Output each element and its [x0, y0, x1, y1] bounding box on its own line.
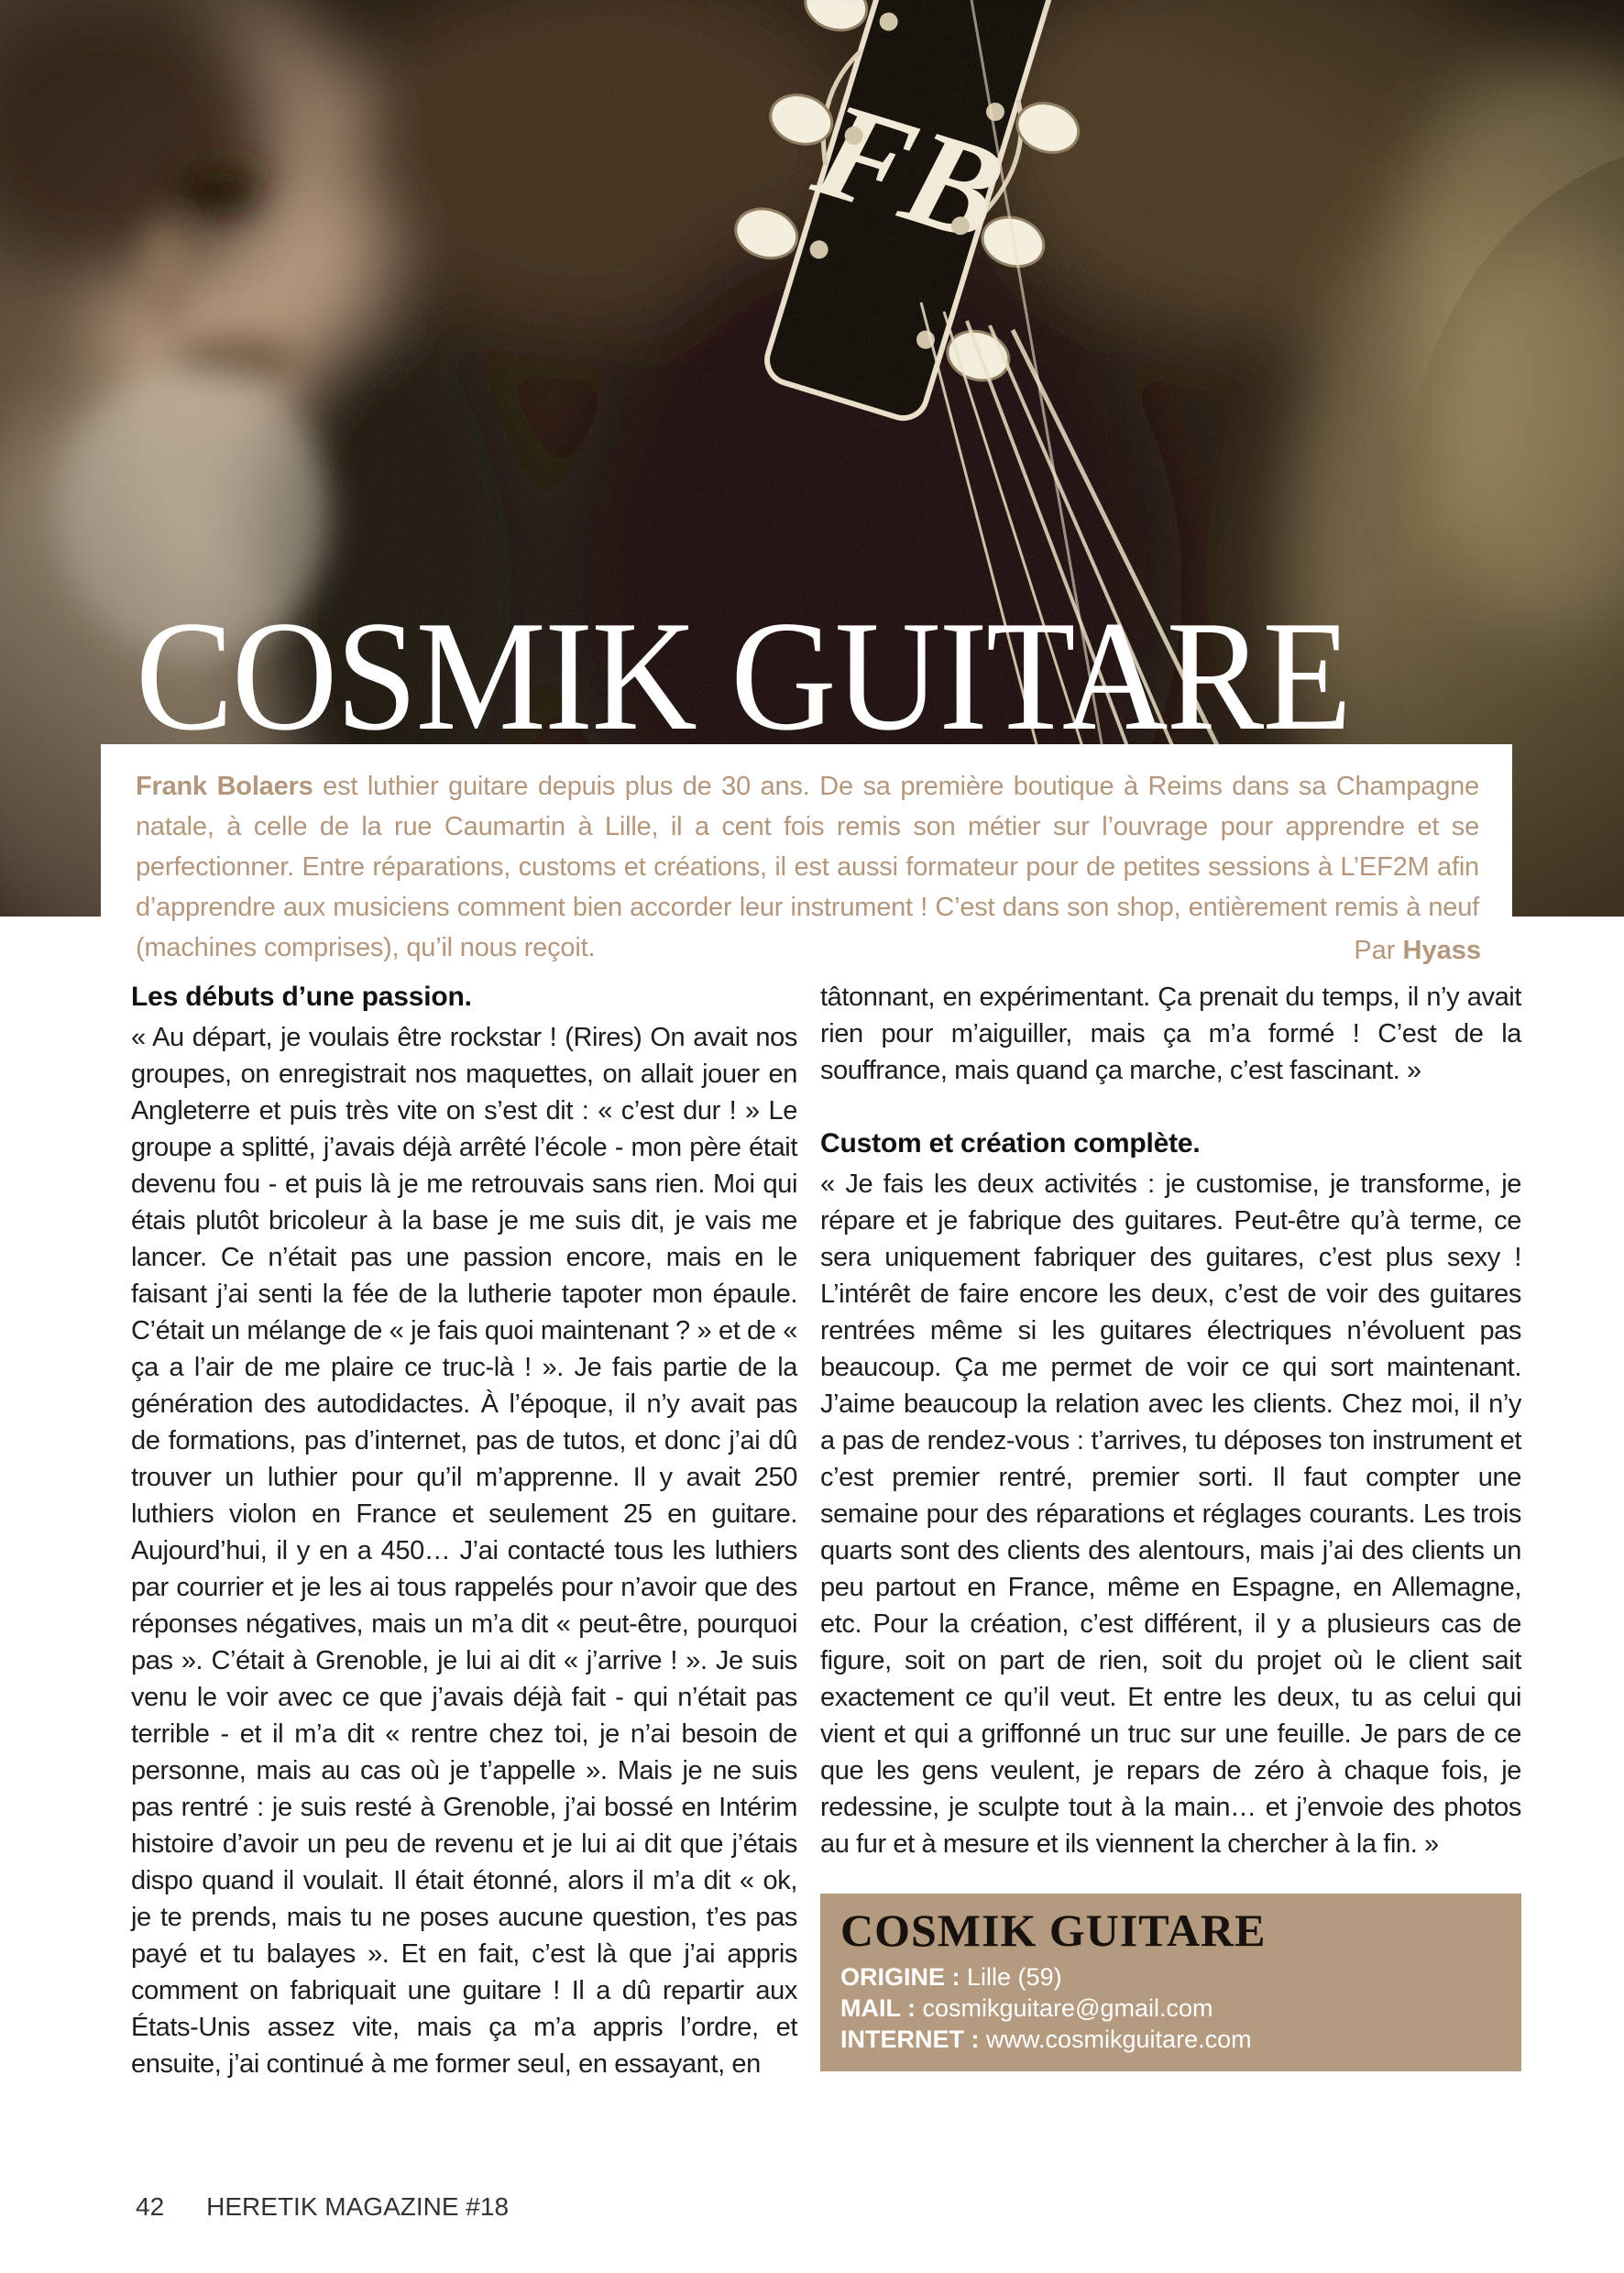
intro-author-name: Frank Bolaers [136, 772, 313, 801]
contact-row-internet [840, 2024, 1499, 2055]
contact-value-origine: Lille (59) [967, 1963, 1062, 1991]
contact-label-internet: INTERNET : [840, 2026, 980, 2053]
page-number: 42 [136, 2192, 165, 2221]
column-right [820, 979, 1521, 2071]
magazine-name: HERETIK MAGAZINE #18 [206, 2192, 510, 2221]
contact-row-mail [840, 1993, 1499, 2024]
contact-card [820, 1894, 1521, 2071]
intro-box [101, 744, 1512, 973]
contact-label-origine: ORIGINE : [840, 1963, 960, 1991]
contact-card-title: COSMIK GUITARE [840, 1905, 1267, 1956]
intro-paragraph [136, 766, 1479, 968]
column-left [131, 979, 797, 2082]
byline-author: Hyass [1402, 936, 1481, 965]
body-paragraph-right-1: tâtonnant, en expérimentant. Ça prenait du temps, il n’y avait rien pour m’aiguiller, mais ça m’a formé ! C’est de la souffrance, mais quand ça marche, c’est fascinant. » [820, 983, 1521, 1085]
body-paragraph-left: « Au départ, je voulais être rockstar ! (Rires) On avait nos groupes, on enregistrait nos maquettes, on allait jouer en Angleterre et puis très vite on s’est dit : « c’est dur ! » Le groupe a splitté, j’avais déjà arrêté l’école - mon père était devenu fou - et puis là je me retrouvais sans rien. Moi qui étais plutôt bricoleur à la base je me suis dit, je vais me lancer. Ce n’était pas une passion encore, mais en le faisant j’ai senti la fée de la lutherie tapoter mon épaule. C’était un mélange de « je fais quoi maintenant ? » et de « ça a l’air de me plaire ce truc-là ! ». Je fais partie de la génération des autodidactes. À l’époque, il n’y avait pas de formations, pas d’internet, pas de tutos, et donc j’ai dû trouver un luthier pour qu’il m’apprenne. Il y avait 250 luthiers violon en France et seulement 25 en guitare. Aujourd’hui, il y en a 450… J’ai contacté tous les luthiers par courrier et je les ai tous rappelés pour n’avoir que des réponses négatives, mais un m’a dit « peut-être, pourquoi pas ». C’était à Grenoble, je lui ai dit « j’arrive ! ». Je suis venu le voir avec ce que j’avais déjà fait - qui n’était pas terrible - et il m’a dit « rentre chez toi, je n’ai besoin de personne, mais au cas où je t’appelle ». Mais je ne suis pas rentré : je suis resté à Grenoble, j’ai bossé en Intérim histoire d’avoir un peu de revenu et je lui ai dit que j’étais dispo quand il voulait. Il était étonné, alors il m’a dit « ok, je te prends, mais tu ne poses aucune question, t’es pas payé et tu balayes ». Et en fait, c’est là que j’ai appris comment on fabriquait une guitare ! Il a dû repartir aux États-Unis assez vite, mais ça m’a appris l’ordre, et ensuite, j’ai continué à me former seul, en essayant, en [131, 1023, 797, 2079]
intro-text: est luthier guitare depuis plus de 30 ans. De sa première boutique à Reims dans sa Champagne natale, à celle de la rue Caumartin à Lille, il a cent fois remis son métier sur l’ouvrage pour apprendre et se perfectionner. Entre réparations, customs et créations, il est aussi formateur pour de petites sessions à L’EF2M afin d’apprendre aux musiciens comment bien accorder leur instrument ! C’est dans son shop, entièrement remis à neuf (machines comprises), qu’il nous reçoit. [136, 772, 1479, 962]
page-footer [136, 2192, 509, 2222]
contact-value-mail: cosmikguitare@gmail.com [922, 1994, 1213, 2022]
byline-prefix: Par [1354, 936, 1396, 965]
contact-row-origine [840, 1961, 1499, 1993]
body-paragraph-right-2: « Je fais les deux activités : je customise, je transforme, je répare et je fabrique des guitares. Peut-être qu’à terme, ce sera uniquement fabriquer des guitares, c’est plus sexy ! L’intérêt de faire encore les deux, c’est de voir des guitares rentrées même si les guitares électriques n’évoluent pas beaucoup. Ça me permet de voir ce qui sort maintenant. J’aime beaucoup la relation avec les clients. Chez moi, il n’y a pas de rendez-vous : t’arrives, tu déposes ton instrument et c’est premier rentré, premier sorti. Il faut compter une semaine pour des réparations et réglages courants. Les trois quarts sont des clients des alentours, mais j’ai des clients un peu partout en France, même en Espagne, en Allemagne, etc. Pour la création, c’est différent, il y a plusieurs cas de figure, soit on part de rien, soit du projet où le client sait exactement ce qu’il veut. Et entre les deux, tu as celui qui vient et qui a griffonné un truc sur une feuille. Je pars de ce que les gens veulent, je repars de zéro à chaque fois, je redessine, je sculpte tout à la main… et j’envoie des photos au fur et à mesure et ils viennent la chercher à la fin. » [820, 1169, 1521, 1859]
contact-value-internet: www.cosmikguitare.com [986, 2026, 1252, 2053]
section-heading-custom: Custom et création complète. [820, 1128, 1201, 1158]
byline [1354, 936, 1481, 966]
section-heading-debuts: Les débuts d’une passion. [131, 982, 472, 1012]
article-title: COSMIK GUITARE [136, 589, 1351, 763]
contact-label-mail: MAIL : [840, 1994, 916, 2022]
